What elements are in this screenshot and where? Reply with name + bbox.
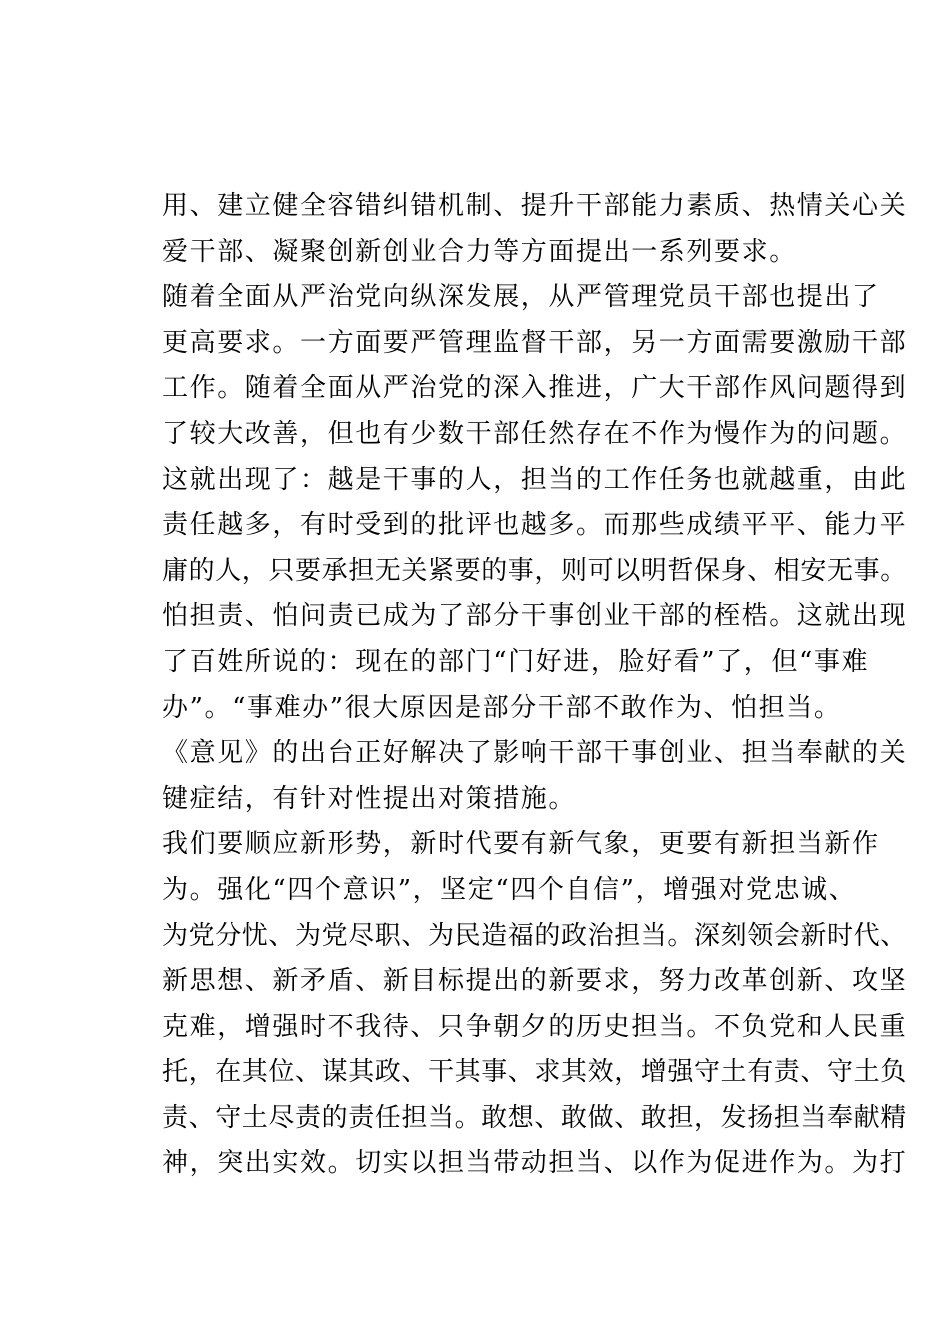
text-line: 《意见》的出台正好解决了影响干部干事创业、担当奉献的关	[162, 738, 908, 769]
text-line: 更高要求。一方面要严管理监督干部，另一方面需要激励干部	[162, 327, 908, 358]
text-line: 我们要顺应新形势，新时代要有新气象，更要有新担当新作	[162, 829, 880, 860]
text-line: 新思想、新矛盾、新目标提出的新要求，努力改革创新、攻坚	[162, 966, 908, 997]
text-line: 了百姓所说的：现在的部门“门好进，脸好看”了，但“事难	[162, 646, 870, 677]
text-line: 了较大改善，但也有少数干部任然存在不作为慢作为的问题。	[162, 418, 908, 449]
text-line: 托，在其位、谋其政、干其事、求其效，增强守土有责、守土负	[162, 1057, 907, 1088]
text-line: 这就出现了：越是干事的人，担当的工作任务也就越重，由此	[162, 464, 908, 495]
text-line: 为。强化“四个意识”，坚定“四个自信”，增强对党忠诚、	[162, 874, 857, 905]
text-line: 克难，增强时不我待、只争朝夕的历史担当。不负党和人民重	[162, 1011, 908, 1042]
text-line: 庸的人，只要承担无关紧要的事，则可以明哲保身、相安无事。	[162, 555, 907, 586]
text-line: 键症结，有针对性提出对策措施。	[162, 783, 577, 814]
text-line: 责任越多，有时受到的批评也越多。而那些成绩平平、能力平	[162, 510, 908, 541]
text-line: 责、守土尽责的责任担当。敢想、敢做、敢担，发扬担当奉献精	[162, 1102, 907, 1133]
text-line: 办”。“事难办”很大原因是部分干部不敢作为、怕担当。	[162, 692, 842, 723]
text-line: 随着全面从严治党向纵深发展，从严管理党员干部也提出了	[162, 282, 880, 313]
text-line: 神，突出实效。切实以担当带动担当、以作为促进作为。为打	[162, 1148, 908, 1179]
text-line: 用、建立健全容错纠错机制、提升干部能力素质、热情关心关	[162, 191, 908, 221]
text-line: 爱干部、凝聚创新创业合力等方面提出一系列要求。	[162, 236, 797, 267]
text-line: 为党分忧、为党尽职、为民造福的政治担当。深刻领会新时代、	[162, 920, 907, 951]
body-text	[162, 184, 908, 1187]
text-line: 工作。随着全面从严治党的深入推进，广大干部作风问题得到	[162, 373, 908, 404]
text-line: 怕担责、怕问责已成为了部分干事创业干部的桎梏。这就出现	[162, 601, 908, 632]
